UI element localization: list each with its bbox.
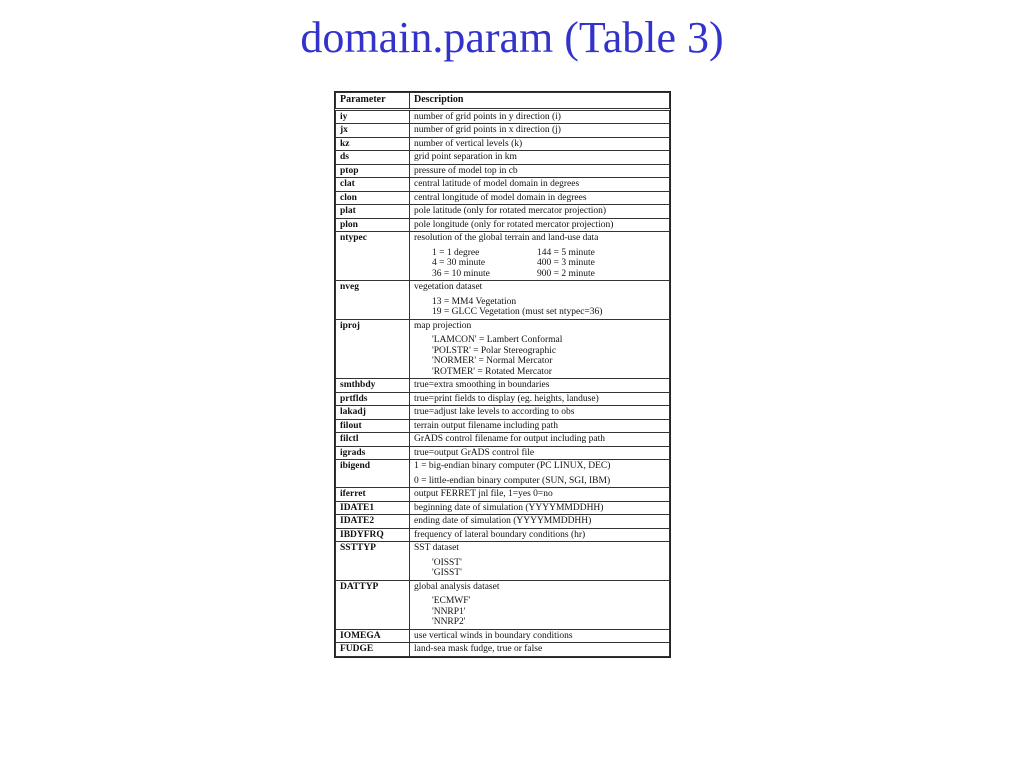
description-text: central latitude of model domain in degrees (414, 179, 580, 189)
parameter-description (410, 218, 670, 232)
option-value: 13 = MM4 Vegetation (432, 296, 517, 307)
description-text: beginning date of simulation (YYYYMMDDHH) (414, 502, 604, 513)
description-text: number of grid points in y direction (i) (414, 111, 561, 122)
option-value: 'POLSTR' = Polar Stereographic (432, 345, 557, 356)
parameter-description (410, 446, 670, 460)
parameter-description (410, 515, 670, 529)
option-value: 19 = GLCC Vegetation (must set ntypec=36) (432, 307, 603, 317)
parameter-name: iy (336, 109, 410, 124)
parameter-name: smthbdy (336, 379, 410, 393)
table-row (336, 191, 670, 205)
table-row (336, 643, 670, 657)
parameter-description (410, 164, 670, 178)
table-row (336, 109, 670, 124)
parameter-name: IBDYFRQ (336, 528, 410, 542)
parameter-description (410, 419, 670, 433)
description-text: frequency of lateral boundary conditions (hr) (414, 529, 586, 540)
parameter-name: iproj (336, 319, 410, 379)
table-row (336, 218, 670, 232)
table-row (336, 528, 670, 542)
option-value: 'LAMCON' = Lambert Conformal (432, 335, 563, 345)
description-text: grid point separation in km (414, 152, 517, 162)
parameter-name: IOMEGA (336, 629, 410, 643)
table-row (336, 580, 670, 629)
parameter-name: ibigend (336, 460, 410, 488)
parameter-name: nveg (336, 281, 410, 320)
parameter-description (410, 542, 670, 581)
table-row (336, 281, 670, 320)
description-text: pole longitude (only for rotated mercator projection) (414, 219, 614, 230)
description-text: true=output GrADS control file (414, 447, 535, 458)
description-text: 1 = big-endian binary computer (PC LINUX, DEC) (414, 461, 611, 471)
table-row (336, 433, 670, 447)
column-header-parameter: Parameter (336, 93, 410, 110)
option-value: 'OISST' (432, 557, 462, 568)
description-text: map projection (414, 320, 472, 331)
table-row (336, 501, 670, 515)
table-row (336, 515, 670, 529)
table-row (336, 446, 670, 460)
parameter-description (410, 528, 670, 542)
parameter-description (410, 205, 670, 219)
parameter-description (410, 433, 670, 447)
parameter-name: jx (336, 124, 410, 138)
parameter-name: plon (336, 218, 410, 232)
table-row (336, 392, 670, 406)
resolution-options (414, 248, 665, 280)
parameter-name: clon (336, 191, 410, 205)
description-text: pole latitude (only for rotated mercator projection) (414, 206, 607, 216)
description-text: global analysis dataset (414, 581, 500, 592)
parameter-description (410, 460, 670, 488)
table-header-row (336, 93, 670, 110)
parameter-description (410, 319, 670, 379)
parameter-name: clat (336, 178, 410, 192)
table-row (336, 232, 670, 281)
option-value: 'NNRP2' (432, 617, 466, 627)
description-text: true=print fields to display (eg. heights, landuse) (414, 393, 599, 404)
description-text: vegetation dataset (414, 282, 483, 292)
table-row (336, 629, 670, 643)
table-row (336, 319, 670, 379)
option-value: 400 = 3 minute (537, 258, 595, 268)
table-row (336, 419, 670, 433)
table-row (336, 124, 670, 138)
parameter-name: kz (336, 137, 410, 151)
page-title: domain.param (Table 3) (300, 13, 724, 62)
parameter-name: filout (336, 419, 410, 433)
parameter-name: SSTTYP (336, 542, 410, 581)
parameter-description (410, 488, 670, 502)
parameter-description (410, 232, 670, 281)
parameter-name: lakadj (336, 406, 410, 420)
column-header-description: Description (410, 93, 670, 110)
description-text: number of vertical levels (k) (414, 138, 523, 149)
description-text: use vertical winds in boundary conditions (414, 630, 573, 641)
description-text: true=adjust lake levels to according to obs (414, 407, 575, 417)
description-text: central longitude of model domain in degrees (414, 192, 587, 203)
table-row (336, 406, 670, 420)
table-body (336, 109, 670, 656)
parameter-table-figure (334, 91, 671, 658)
parameter-description (410, 379, 670, 393)
option-value: 'ECMWF' (432, 596, 471, 606)
parameter-description (410, 109, 670, 124)
parameter-description (410, 137, 670, 151)
parameter-name: plat (336, 205, 410, 219)
description-text: ending date of simulation (YYYYMMDDHH) (414, 516, 592, 526)
option-value: 900 = 2 minute (537, 268, 595, 279)
description-text: output FERRET jnl file, 1=yes 0=no (414, 489, 553, 499)
parameter-name: IDATE1 (336, 501, 410, 515)
description-text: pressure of model top in cb (414, 165, 518, 176)
option-value: 'GISST' (432, 568, 462, 578)
parameter-name: DATTYP (336, 580, 410, 629)
parameter-description (410, 406, 670, 420)
parameter-name: prtflds (336, 392, 410, 406)
parameter-description (410, 191, 670, 205)
parameter-description (410, 501, 670, 515)
parameter-description (410, 124, 670, 138)
table-row (336, 379, 670, 393)
table-row (336, 178, 670, 192)
table-row (336, 151, 670, 165)
description-text: GrADS control filename for output including path (414, 434, 606, 444)
parameter-description (410, 392, 670, 406)
option-value: 'NORMER' = Normal Mercator (432, 356, 553, 366)
parameter-name: ptop (336, 164, 410, 178)
parameter-description (410, 643, 670, 657)
description-text: resolution of the global terrain and land-use data (414, 233, 599, 243)
parameter-name: IDATE2 (336, 515, 410, 529)
description-text: true=extra smoothing in boundaries (414, 380, 550, 390)
parameter-description (410, 629, 670, 643)
option-value: 36 = 10 minute (432, 268, 490, 279)
parameter-table (335, 92, 670, 657)
option-value: 1 = 1 degree (432, 247, 480, 258)
table-row (336, 164, 670, 178)
parameter-description (410, 151, 670, 165)
parameter-description (410, 580, 670, 629)
parameter-name: ds (336, 151, 410, 165)
parameter-description (410, 178, 670, 192)
parameter-name: ntypec (336, 232, 410, 281)
description-text: land-sea mask fudge, true or false (414, 644, 543, 654)
parameter-name: FUDGE (336, 643, 410, 657)
option-value: 4 = 30 minute (432, 258, 486, 268)
description-text: SST dataset (414, 543, 459, 553)
table-row (336, 137, 670, 151)
parameter-name: iferret (336, 488, 410, 502)
description-text: terrain output filename including path (414, 420, 559, 431)
table-row (336, 460, 670, 488)
option-value: 'ROTMER' = Rotated Mercator (432, 366, 552, 377)
option-value: 'NNRP1' (432, 606, 466, 617)
table-row (336, 205, 670, 219)
table-row (336, 542, 670, 581)
description-text: number of grid points in x direction (j) (414, 125, 561, 135)
parameter-name: igrads (336, 446, 410, 460)
option-value: 0 = little-endian binary computer (SUN, SGI, IBM) (414, 475, 611, 486)
option-value: 144 = 5 minute (537, 247, 595, 258)
table-row (336, 488, 670, 502)
parameter-name: filctl (336, 433, 410, 447)
parameter-description (410, 281, 670, 320)
